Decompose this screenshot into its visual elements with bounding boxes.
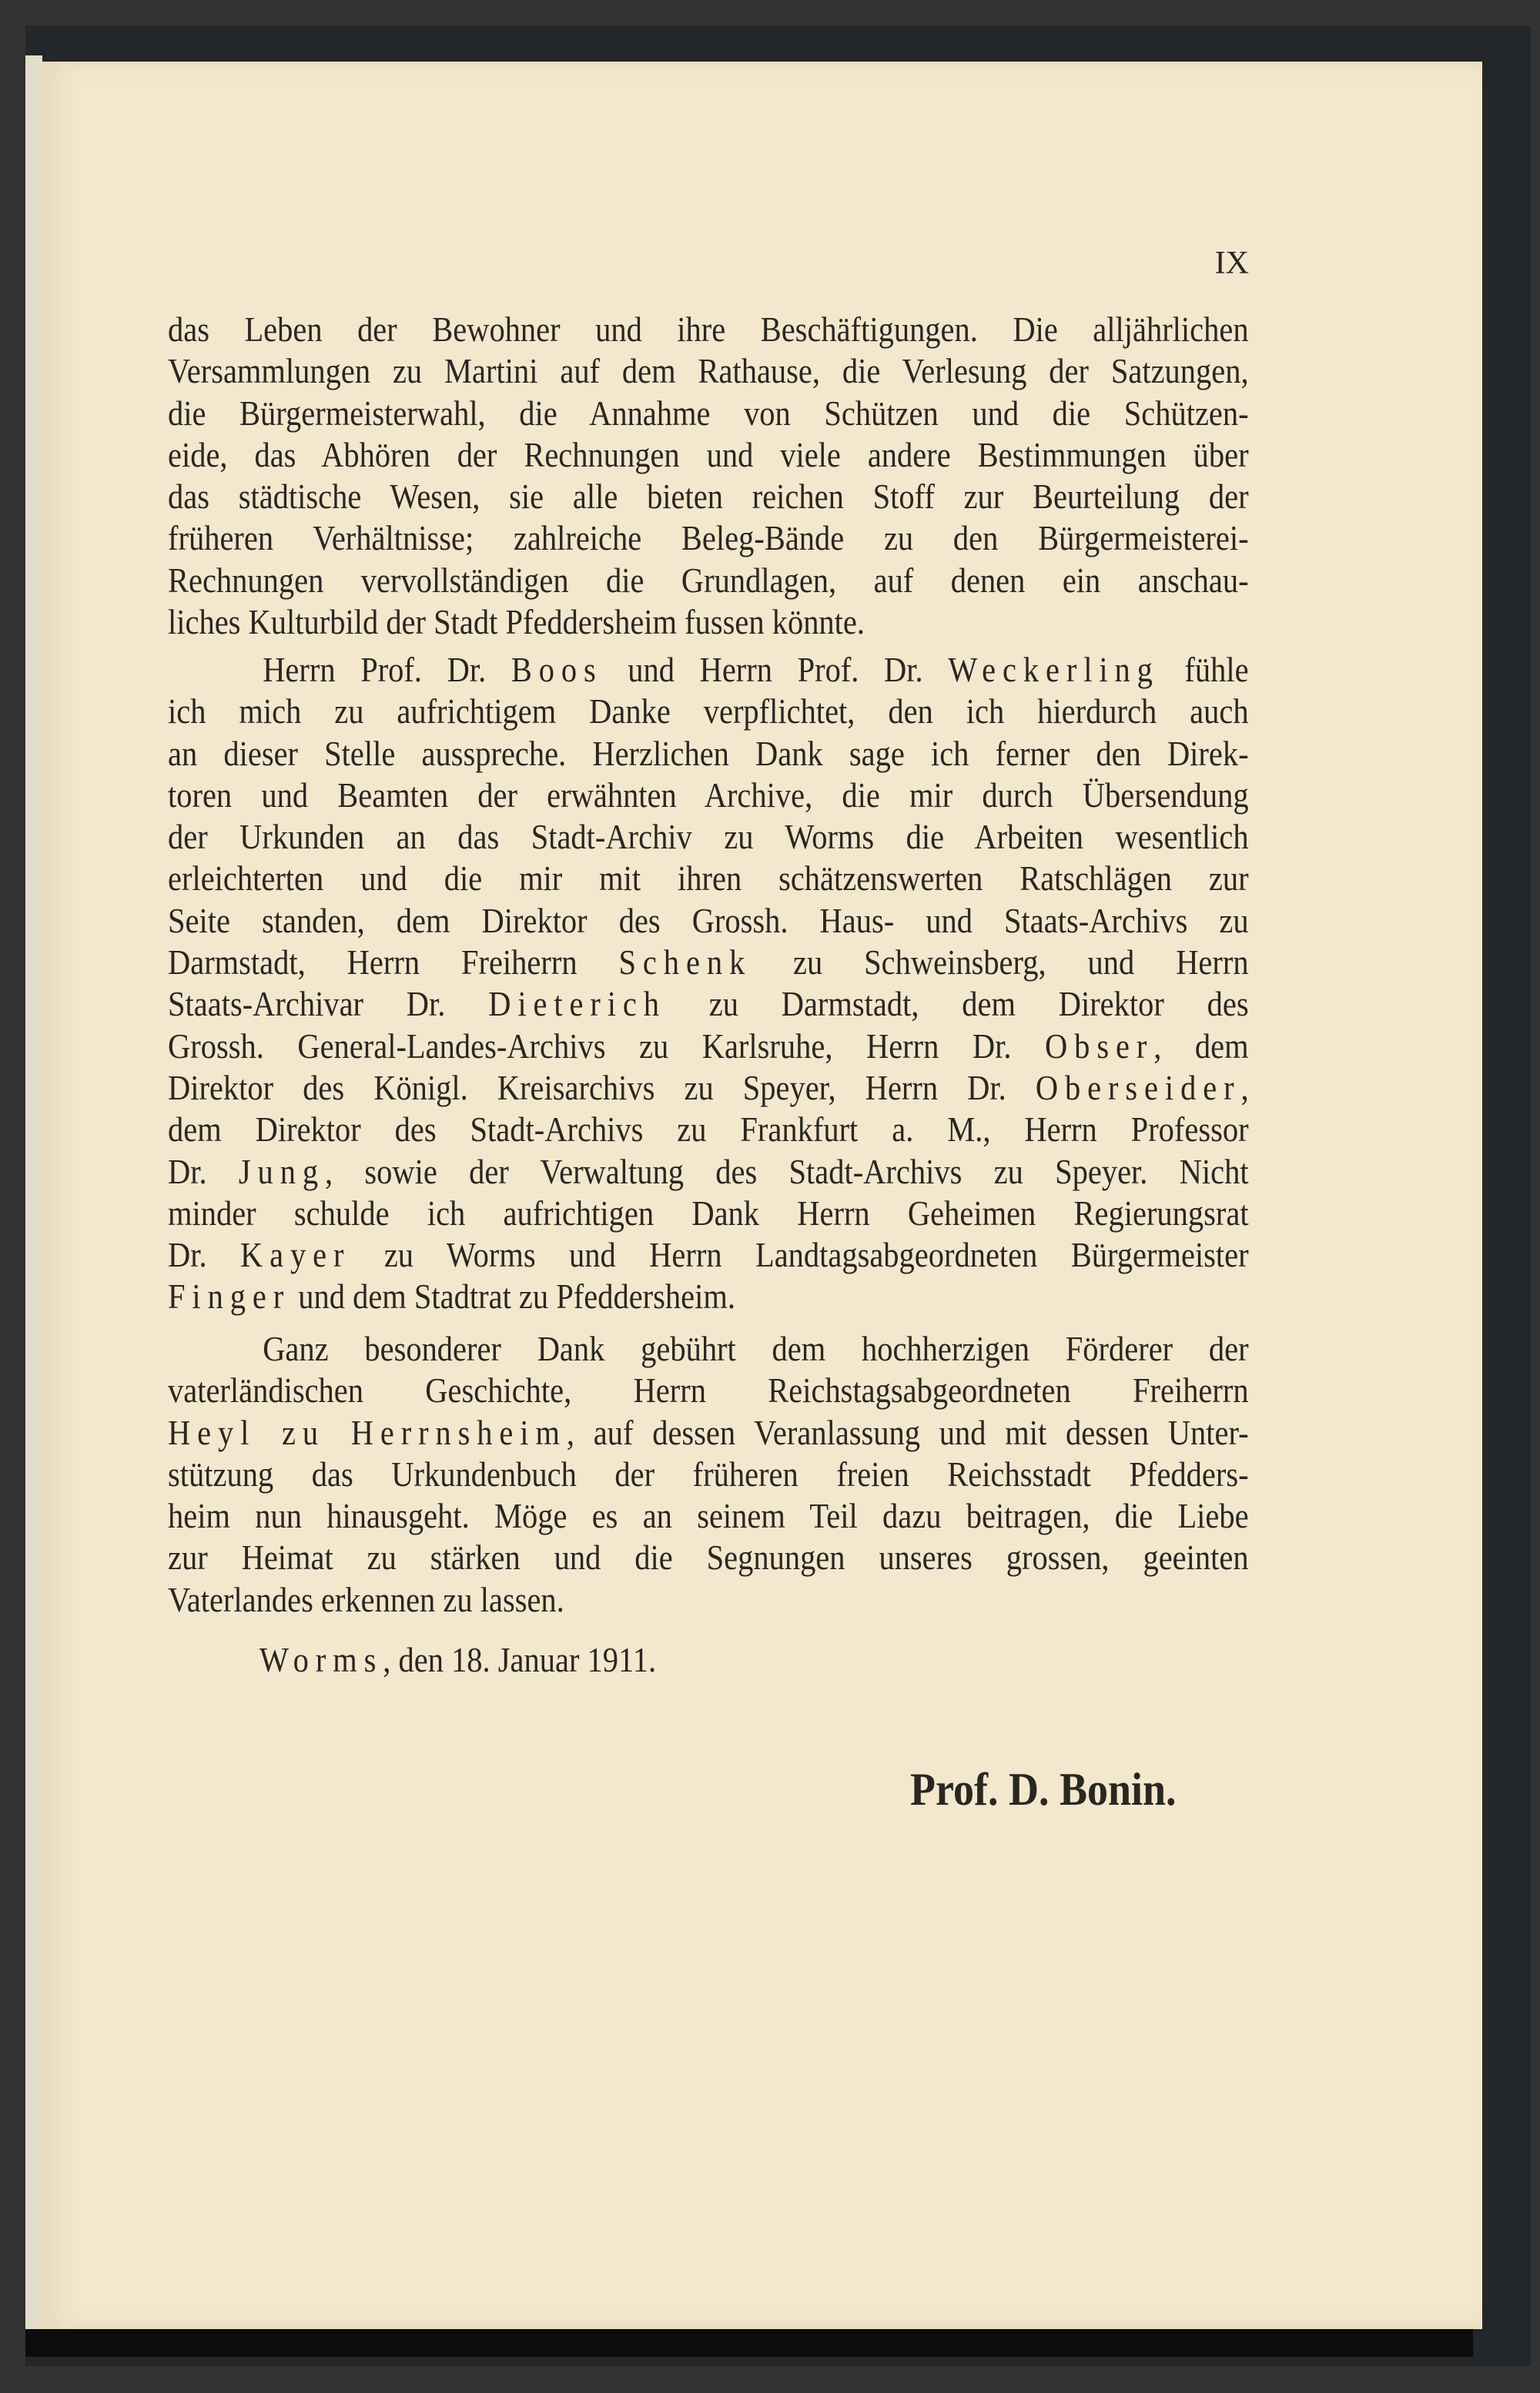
text-segment: und Herrn Prof. Dr. <box>602 650 949 689</box>
text-segment: und dem Stadtrat zu Pfeddersheim. <box>290 1277 735 1317</box>
spaced-name: Finger <box>168 1277 291 1317</box>
text-segment: Vaterlandes erkennen zu lassen. <box>168 1579 564 1619</box>
text-segment: ich mich zu aufrichtigem Danke verpflichtet, den ich hierdurch auch <box>168 691 1249 731</box>
text-segment: das städtische Wesen, sie alle bieten reichen Stoff zur Beurteilung der <box>168 477 1249 517</box>
spaced-name: Jung <box>238 1151 325 1191</box>
page-shadow <box>25 2329 1473 2357</box>
text-segment: fühle <box>1159 650 1249 689</box>
text-line <box>168 309 1249 350</box>
text-line <box>168 1193 1249 1234</box>
text-line <box>168 1276 1249 1317</box>
spaced-name: Kayer <box>240 1235 351 1275</box>
text-segment: zu Schweinsberg, und Herrn <box>752 942 1249 982</box>
text-segment: zur Heimat zu stärken und die Segnungen unseres grossen, geeinten <box>168 1538 1249 1578</box>
paragraph-3 <box>168 1328 1249 1621</box>
text-segment: an dieser Stelle ausspreche. Herzlichen Dank sage ich ferner den Direk- <box>168 733 1249 773</box>
text-segment: der Urkunden an das Stadt-Archiv zu Worms die Arbeiten wesentlich <box>168 817 1249 857</box>
paragraph-1 <box>168 309 1249 643</box>
spaced-name: Dieterich <box>488 984 666 1024</box>
text-line <box>168 691 1249 732</box>
text-segment: zu Darmstadt, dem Direktor des <box>665 984 1249 1024</box>
text-segment: minder schulde ich aufrichtigen Dank Herrn Geheimen Regierungsrat <box>168 1193 1249 1233</box>
text-segment: , <box>1240 1067 1249 1107</box>
paragraph-2 <box>168 649 1249 1318</box>
text-line <box>168 476 1249 517</box>
page-spine-edge <box>25 55 42 2334</box>
text-line <box>168 1412 1249 1454</box>
text-line <box>168 517 1249 559</box>
text-segment: das Leben der Bewohner und ihre Beschäftigungen. Die alljährlichen <box>168 310 1249 349</box>
spaced-name: Boos <box>511 650 603 689</box>
text-segment: Direktor des Königl. Kreisarchivs zu Speyer, Herrn Dr. <box>168 1067 1036 1107</box>
text-segment: Rechnungen vervollständigen die Grundlagen, auf denen ein anschau- <box>168 560 1249 600</box>
text-segment: Darmstadt, Herrn Freiherrn <box>168 942 619 982</box>
text-line <box>168 942 1249 983</box>
text-segment: Ganz besonderer Dank gebührt dem hochherzigen Förderer der <box>263 1329 1249 1368</box>
text-line <box>168 434 1249 476</box>
text-line <box>168 601 1249 643</box>
text-line <box>168 1537 1249 1578</box>
closing-date: , den 18. Januar 1911. <box>383 1640 657 1679</box>
text-segment: , dem <box>1153 1026 1249 1066</box>
text-segment: dem Direktor des Stadt-Archivs zu Frankfurt a. M., Herrn Professor <box>168 1109 1249 1150</box>
text-segment: Herrn Prof. Dr. <box>263 650 511 689</box>
text-segment: vaterländischen Geschichte, Herrn Reichstagsabgeordneten Freiherrn <box>168 1371 1249 1411</box>
text-segment: heim nun hinausgeht. Möge es an seinem Teil dazu beitragen, die Liebe <box>168 1496 1249 1536</box>
text-segment: früheren Verhältnisse; zahlreiche Beleg-Bände zu den Bürgermeisterei- <box>168 518 1249 558</box>
spaced-name: Obser <box>1045 1026 1154 1066</box>
closing-place: Worms <box>259 1640 383 1679</box>
text-line <box>168 1328 1249 1370</box>
spaced-name: Oberseider <box>1035 1067 1241 1107</box>
text-line <box>168 1234 1249 1276</box>
text-line <box>168 560 1249 601</box>
text-line <box>168 983 1249 1025</box>
text-segment: , sowie der Verwaltung des Stadt-Archivs zu Speyer. Nicht <box>324 1151 1249 1191</box>
text-line <box>168 1579 1249 1621</box>
text-segment: die Bürgermeisterwahl, die Annahme von Schützen und die Schützen- <box>168 393 1249 433</box>
text-segment: zu Worms und Herrn Landtagsabgeordneten Bürgermeister <box>350 1235 1249 1275</box>
spaced-name: Schenk <box>618 942 752 982</box>
text-line <box>168 350 1249 392</box>
text-line <box>168 1151 1249 1193</box>
text-segment: Dr. <box>168 1151 239 1191</box>
text-line <box>168 1370 1249 1411</box>
text-segment: stützung das Urkundenbuch der früheren freien Reichsstadt Pfedders- <box>168 1454 1249 1494</box>
text-line <box>168 816 1249 858</box>
text-segment: Seite standen, dem Direktor des Grossh. Haus- und Staats-Archivs zu <box>168 900 1249 940</box>
page-number: IX <box>1214 246 1249 281</box>
text-segment: Versammlungen zu Martini auf dem Rathause, die Verlesung der Satzungen, <box>168 351 1249 391</box>
text-segment: toren und Beamten der erwähnten Archive, die mir durch Übersendung <box>168 775 1249 815</box>
text-line <box>168 775 1249 816</box>
text-segment: Dr. <box>168 1235 241 1275</box>
text-line <box>168 1109 1249 1150</box>
text-line <box>168 1495 1249 1537</box>
text-line <box>168 649 1249 691</box>
text-line <box>168 733 1249 775</box>
text-line <box>168 1454 1249 1495</box>
text-segment: liches Kulturbild der Stadt Pfeddersheim fussen könnte. <box>168 602 865 642</box>
text-line <box>168 1026 1249 1067</box>
text-line <box>168 1067 1249 1109</box>
closing-line <box>168 1639 656 1681</box>
text-line <box>168 900 1249 942</box>
text-line <box>168 393 1249 434</box>
text-segment: Staats-Archivar Dr. <box>168 984 489 1024</box>
text-segment: Grossh. General-Landes-Archivs zu Karlsruhe, Herrn Dr. <box>168 1026 1046 1066</box>
spaced-name: Weckerling <box>948 650 1160 689</box>
signature: Prof. D. Bonin. <box>910 1764 1177 1815</box>
text-segment: eide, das Abhören der Rechnungen und viele andere Bestimmungen über <box>168 434 1249 474</box>
spaced-name: Heyl zu Herrnsheim <box>168 1412 567 1452</box>
text-line <box>168 858 1249 899</box>
text-segment: erleichterten und die mir mit ihren schätzenswerten Ratschlägen zur <box>168 858 1249 899</box>
text-segment: , auf dessen Veranlassung und mit dessen Unter- <box>566 1412 1249 1452</box>
